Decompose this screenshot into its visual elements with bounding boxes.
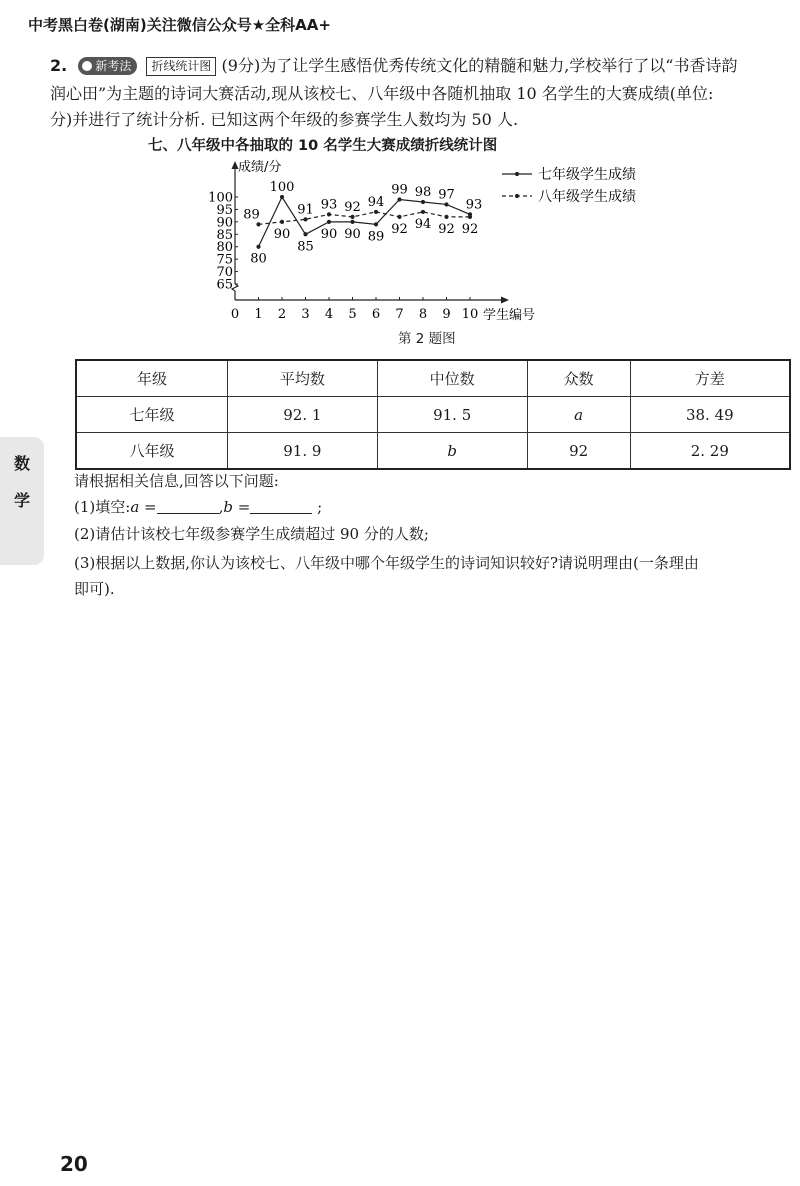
data-label-grade8: 92 <box>461 221 479 237</box>
table-row <box>76 397 790 433</box>
question-text-1: (9分)为了让学生感悟优秀传统文化的精髓和魅力,学校举行了以“书香诗韵 <box>221 56 738 75</box>
sub-question-1 <box>74 494 786 520</box>
x-tick-label: 5 <box>348 307 357 322</box>
table-row <box>76 433 790 470</box>
data-label-grade7: 89 <box>367 229 385 245</box>
y-tick-label: 65 <box>216 277 233 293</box>
data-label-grade7: 99 <box>391 182 408 198</box>
data-point-grade8 <box>350 215 354 219</box>
data-point-grade8 <box>256 222 260 226</box>
data-label-grade8: 89 <box>243 207 260 223</box>
x-tick-label: 3 <box>301 307 310 322</box>
x-tick-label: 6 <box>371 307 381 322</box>
y-tick-label: 100 <box>208 190 233 206</box>
table-header-cell: 方差 <box>630 360 790 397</box>
data-point-grade8 <box>303 217 307 221</box>
data-label-grade8: 92 <box>391 221 408 237</box>
table-cell: 92. 1 <box>227 397 377 433</box>
side-tab-char: 学 <box>13 491 30 510</box>
x-tick-label: 7 <box>395 307 404 322</box>
data-point-grade7 <box>444 202 448 206</box>
statistics-table <box>75 359 791 470</box>
data-label-grade8: 92 <box>344 199 361 215</box>
table-header-cell: 中位数 <box>377 360 527 397</box>
figure-caption: 第 2 题图 <box>398 331 456 347</box>
y-tick-label: 85 <box>216 227 233 243</box>
chart-title: 七、八年级中各抽取的 10 名学生大赛成绩折线统计图 <box>148 138 498 154</box>
legend-label-grade7: 七年级学生成绩 <box>538 167 636 183</box>
data-point-grade8 <box>397 215 401 219</box>
y-tick-label: 95 <box>216 202 233 218</box>
x-tick-label: 2 <box>277 307 287 322</box>
data-point-grade8 <box>374 210 378 214</box>
table-header-cell: 年级 <box>76 360 227 397</box>
data-label-grade8: 93 <box>320 197 338 213</box>
data-label-grade7: 98 <box>414 184 432 200</box>
q1-b-label: ,b = <box>218 498 251 516</box>
legend-label-grade8: 八年级学生成绩 <box>538 189 636 205</box>
table-cell: 38. 49 <box>630 397 790 433</box>
data-label-grade8: 91 <box>297 202 314 218</box>
page-number: 20 <box>60 1152 88 1176</box>
prompt-text: 请根据相关信息,回答以下问题: <box>74 472 279 490</box>
data-label-grade7: 85 <box>297 239 314 255</box>
table-header-row <box>76 360 790 397</box>
line-chart <box>190 155 670 325</box>
table-cell: 八年级 <box>76 433 227 470</box>
data-point-grade7 <box>374 222 378 226</box>
question-text-2: 润心田”为主题的诗词大赛活动,现从该校七、八年级中各随机抽取 10 名学生的大赛成绩(单位: <box>50 84 714 103</box>
data-point-grade7 <box>280 195 284 199</box>
data-label-grade7: 90 <box>320 226 338 242</box>
sub-question-2: (2)请估计该校七年级参赛学生成绩超过 90 分的人数; <box>74 525 429 543</box>
sub-question-3-line-2: 即可). <box>74 580 115 598</box>
table-header-cell: 众数 <box>527 360 630 397</box>
new-method-label: 新考法 <box>95 59 132 73</box>
table-cell: 91. 9 <box>227 433 377 470</box>
y-tick-label: 80 <box>216 240 233 256</box>
x-tick-label: 0 <box>230 307 240 322</box>
table-cell: a <box>527 397 630 433</box>
sub-question-3-line-1: (3)根据以上数据,你认为该校七、八年级中哪个年级学生的诗词知识较好?请说明理由(一条理由 <box>74 554 699 572</box>
legend-marker-grade7 <box>515 172 519 176</box>
question-line-1 <box>50 52 780 80</box>
y-tick-label: 75 <box>216 252 233 268</box>
q1-a-label: a = <box>130 498 157 516</box>
answer-blank-b[interactable] <box>250 499 312 514</box>
data-point-grade7 <box>303 232 307 236</box>
new-method-badge <box>78 57 137 75</box>
data-label-grade8: 94 <box>367 194 385 210</box>
data-label-grade7: 90 <box>344 226 361 242</box>
page-header: 中考黑白卷(湖南)关注微信公众号★全科AA+ <box>28 16 331 34</box>
data-point-grade8 <box>280 220 284 224</box>
table-header-cell: 平均数 <box>227 360 377 397</box>
question-text-3: 分)并进行了统计分析. 已知这两个年级的参赛学生人数均为 50 人. <box>50 110 519 129</box>
data-point-grade8 <box>444 215 448 219</box>
x-tick-label: 9 <box>442 307 451 322</box>
q1-prefix: (1)填空: <box>74 498 131 516</box>
x-axis-arrow <box>501 297 509 304</box>
data-label-grade8: 94 <box>414 216 432 232</box>
x-tick-label: 10 <box>461 307 479 322</box>
subject-side-tab <box>0 437 44 565</box>
side-tab-char: 数 <box>13 454 30 473</box>
table-cell: 92 <box>527 433 630 470</box>
legend-marker-grade8 <box>515 194 519 198</box>
table-cell: 2. 29 <box>630 433 790 470</box>
y-axis-label: 成绩/分 <box>238 160 282 175</box>
x-axis-label: 学生编号 <box>483 308 536 323</box>
x-tick-label: 8 <box>418 307 428 322</box>
data-point-grade8 <box>421 210 425 214</box>
y-tick-label: 90 <box>216 215 233 231</box>
data-label-grade8: 90 <box>273 226 291 242</box>
table-cell: 91. 5 <box>377 397 527 433</box>
data-label-grade7: 93 <box>465 197 483 213</box>
answer-blank-a[interactable] <box>157 499 219 514</box>
data-point-grade7 <box>350 220 354 224</box>
x-tick-label: 1 <box>254 307 263 322</box>
data-label-grade7: 100 <box>269 180 295 195</box>
data-point-grade7 <box>256 245 260 249</box>
x-tick-label: 4 <box>324 307 334 322</box>
data-point-grade8 <box>327 212 331 216</box>
data-point-grade7 <box>468 212 472 216</box>
q1-end: ; <box>317 498 323 516</box>
topic-tag: 折线统计图 <box>146 57 216 76</box>
table-cell: 七年级 <box>76 397 227 433</box>
data-point-grade7 <box>421 200 425 204</box>
y-tick-label: 70 <box>216 265 233 281</box>
data-point-grade7 <box>327 220 331 224</box>
data-label-grade7: 80 <box>250 251 267 267</box>
data-point-grade7 <box>397 197 401 201</box>
table-cell: b <box>377 433 527 470</box>
data-label-grade7: 97 <box>438 187 455 203</box>
data-label-grade8: 92 <box>438 221 455 237</box>
question-number: 2. <box>50 56 68 75</box>
lightbulb-icon <box>82 61 92 71</box>
